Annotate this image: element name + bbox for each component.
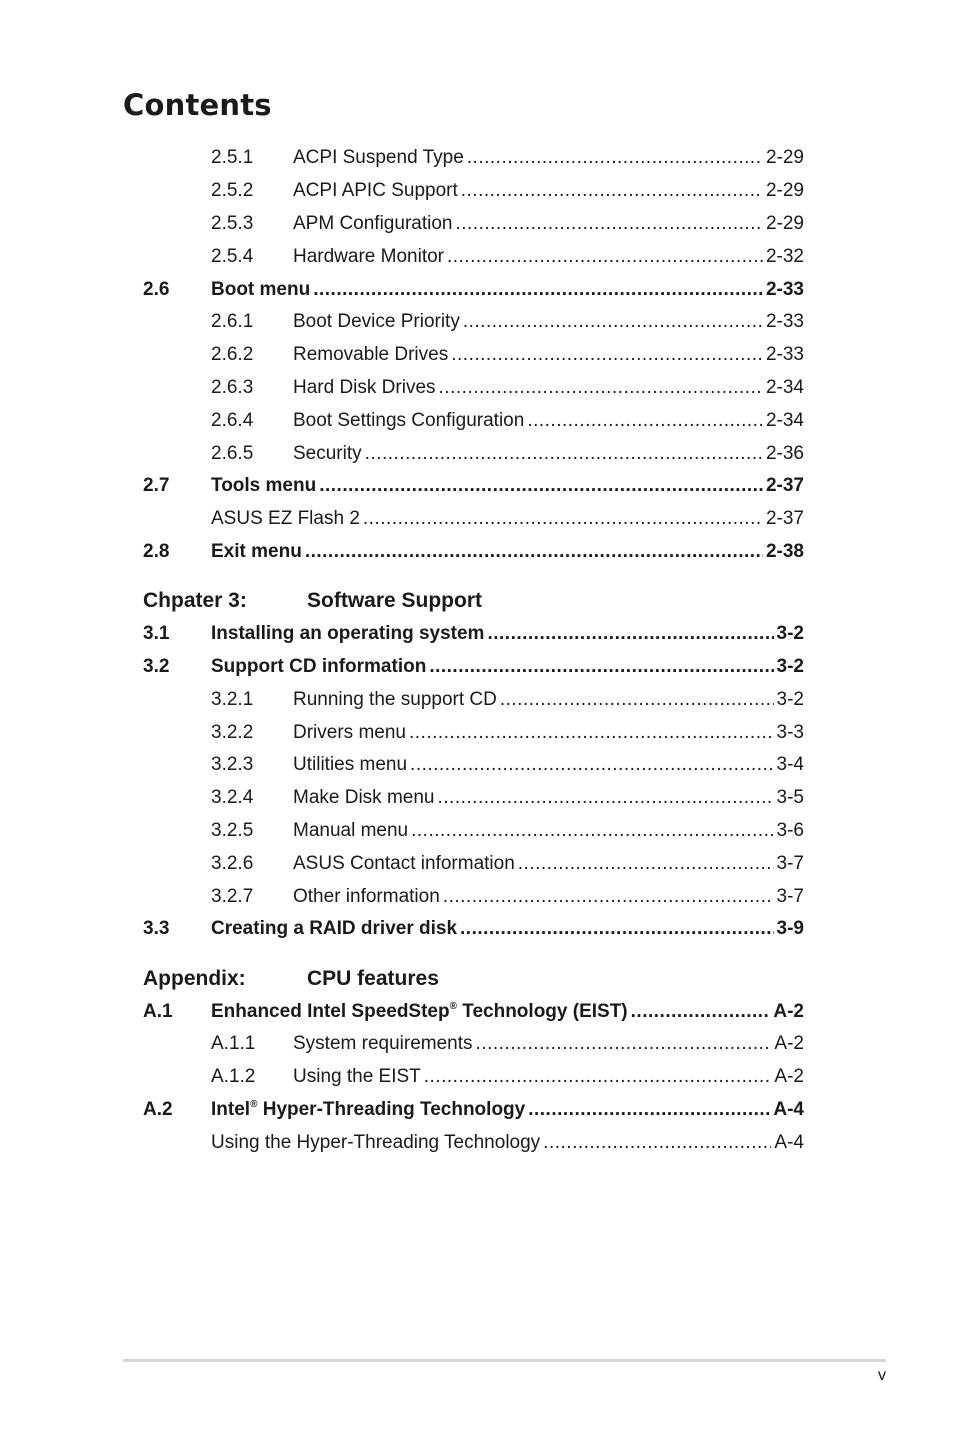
toc-entry-title: Using the Hyper-Threading Technology — [211, 1132, 541, 1153]
dot-leader — [429, 657, 773, 677]
toc-entry[interactable] — [0, 509, 954, 542]
toc-entry-number: 2.6.3 — [211, 377, 254, 398]
toc-entry-number: 2.8 — [143, 541, 170, 562]
toc-entry[interactable] — [0, 280, 954, 313]
toc-entry-page: 2-36 — [765, 443, 804, 464]
toc-entry[interactable] — [0, 1100, 954, 1133]
toc-entry-number: 2.6.4 — [211, 410, 254, 431]
toc-entry-number: 3.2.2 — [211, 722, 254, 743]
toc-entry-page: 3-3 — [776, 722, 804, 743]
toc-entry[interactable] — [0, 345, 954, 378]
toc-entry-number: 3.2.5 — [211, 820, 254, 841]
toc-entry-title: Boot Settings Configuration — [293, 410, 525, 431]
dot-leader — [305, 542, 763, 562]
toc-entry-page: 3-9 — [776, 918, 804, 939]
toc-entry-title: Utilities menu — [293, 754, 408, 775]
registered-mark: ® — [250, 1099, 258, 1110]
dot-leader — [455, 214, 763, 234]
toc-entry-title: Support CD information — [211, 656, 427, 677]
dot-leader — [443, 887, 774, 907]
dot-leader — [500, 690, 774, 710]
dot-leader — [461, 181, 763, 201]
toc-entry-number: 2.7 — [143, 475, 170, 496]
toc-entry-number: A.1.2 — [211, 1066, 256, 1087]
toc-entry[interactable] — [0, 247, 954, 280]
dot-leader — [411, 821, 773, 841]
toc-entry[interactable] — [0, 821, 954, 854]
toc-entry[interactable] — [0, 181, 954, 214]
toc-entry[interactable] — [0, 312, 954, 345]
toc-entry-title: ASUS EZ Flash 2 — [211, 508, 360, 529]
toc-entry-number: 3.2.1 — [211, 689, 254, 710]
toc-entry[interactable] — [0, 854, 954, 887]
toc-entry-title: Boot Device Priority — [293, 311, 460, 332]
toc-entry[interactable] — [0, 542, 954, 575]
dot-leader — [631, 1002, 771, 1022]
toc-entry-number: 3.2.4 — [211, 787, 254, 808]
toc-entry-title: ACPI Suspend Type — [293, 147, 464, 168]
toc-entry-page: 2-33 — [765, 344, 804, 365]
dot-leader — [365, 444, 763, 464]
dot-leader — [438, 788, 774, 808]
toc-entry-page: 2-29 — [765, 180, 804, 201]
registered-mark: ® — [449, 1001, 457, 1012]
toc-entry-number: 2.6 — [143, 279, 170, 300]
toc-entry-title: ACPI APIC Support — [293, 180, 458, 201]
toc-entry-page: 2-37 — [765, 475, 804, 496]
toc-entry-page: 3-6 — [776, 820, 804, 841]
dot-leader — [527, 411, 763, 431]
toc-entry-title: Other information — [293, 886, 440, 907]
toc-entry-page: 2-33 — [765, 279, 804, 300]
toc-entry-page: 2-29 — [765, 147, 804, 168]
toc-entry-title: Manual menu — [293, 820, 409, 841]
toc-entry-title: Enhanced Intel SpeedStep® Technology (EIST) — [211, 1001, 628, 1022]
toc-entry-title: Installing an operating system — [211, 623, 485, 644]
toc-entry[interactable] — [0, 755, 954, 788]
toc-entry[interactable] — [0, 148, 954, 181]
toc-entry-number: A.1.1 — [211, 1033, 256, 1054]
toc-entry-title: Hardware Monitor — [293, 246, 444, 267]
toc-entry-title: ASUS Contact information — [293, 853, 515, 874]
toc-entry-page: A-2 — [773, 1001, 804, 1022]
toc-entry[interactable] — [0, 1067, 954, 1100]
page-number: v — [878, 1367, 886, 1384]
toc-entry-page: A-2 — [774, 1033, 804, 1054]
dot-leader — [518, 854, 774, 874]
dot-leader — [424, 1067, 772, 1087]
dot-leader — [451, 345, 763, 365]
toc-entry-page: 3-2 — [776, 623, 804, 644]
dot-leader — [447, 247, 763, 267]
appendix-label: Appendix: — [143, 967, 246, 990]
toc-entry-number: A.2 — [143, 1099, 173, 1120]
toc-entry[interactable] — [0, 919, 954, 952]
toc-entry[interactable] — [0, 476, 954, 509]
toc-entry-number: 2.6.1 — [211, 311, 254, 332]
toc-entry[interactable] — [0, 1034, 954, 1067]
toc-entry-number: 3.2 — [143, 656, 170, 677]
dot-leader — [528, 1100, 770, 1120]
appendix-title: CPU features — [307, 967, 439, 990]
toc-entry-page: 2-37 — [765, 508, 804, 529]
toc-entry[interactable] — [0, 624, 954, 657]
toc-entry-title: Intel® Hyper-Threading Technology — [211, 1099, 526, 1120]
toc-entry-title: System requirements — [293, 1033, 473, 1054]
toc-entry-page: 2-32 — [765, 246, 804, 267]
toc-entry-number: A.1 — [143, 1001, 173, 1022]
toc-entry-page: 3-2 — [776, 656, 804, 677]
dot-leader — [409, 723, 774, 743]
toc-entry[interactable] — [0, 378, 954, 411]
toc-entry-page: 3-4 — [776, 754, 804, 775]
toc-entry-page: 3-5 — [776, 787, 804, 808]
toc-entry-title: Removable Drives — [293, 344, 449, 365]
dot-leader — [410, 755, 773, 775]
toc-entry-title: Running the support CD — [293, 689, 497, 710]
dot-leader — [476, 1034, 772, 1054]
dot-leader — [463, 312, 763, 332]
dot-leader — [319, 476, 763, 496]
toc-entry[interactable] — [0, 690, 954, 723]
dot-leader — [313, 280, 763, 300]
toc-entry-title: Drivers menu — [293, 722, 406, 743]
toc-entry-title: Using the EIST — [293, 1066, 421, 1087]
dot-leader — [467, 148, 763, 168]
page-title: Contents — [123, 88, 272, 122]
dot-leader — [487, 624, 773, 644]
toc-entry[interactable] — [0, 1002, 954, 1035]
toc-entry[interactable] — [0, 1133, 954, 1166]
dot-leader — [363, 509, 763, 529]
toc-entry-page: 3-2 — [776, 689, 804, 710]
toc-entry-title: APM Configuration — [293, 213, 453, 234]
chapter-title: Software Support — [307, 589, 483, 612]
toc-entry[interactable] — [0, 444, 954, 477]
toc-entry-number: 2.5.1 — [211, 147, 254, 168]
toc-entry-title: Boot menu — [211, 279, 311, 300]
toc-entry-page: 2-34 — [765, 377, 804, 398]
toc-entry-number: 3.2.7 — [211, 886, 254, 907]
toc-entry-title: Creating a RAID driver disk — [211, 918, 458, 939]
toc-entry-page: 2-33 — [765, 311, 804, 332]
toc-entry-number: 2.5.4 — [211, 246, 254, 267]
toc-entry-number: 3.3 — [143, 918, 170, 939]
toc-entry-title: Security — [293, 443, 362, 464]
toc-entry-page: 3-7 — [776, 886, 804, 907]
toc-entry-title: Hard Disk Drives — [293, 377, 436, 398]
toc-entry-page: A-4 — [774, 1132, 804, 1153]
toc-entry[interactable] — [0, 214, 954, 247]
toc-entry-number: 3.1 — [143, 623, 170, 644]
toc-entry-number: 3.2.6 — [211, 853, 254, 874]
toc-entry-page: A-4 — [773, 1099, 804, 1120]
toc-entry-number: 2.6.5 — [211, 443, 254, 464]
toc-entry-title: Tools menu — [211, 475, 317, 496]
toc-entry-number: 3.2.3 — [211, 754, 254, 775]
toc-entry-number: 2.6.2 — [211, 344, 254, 365]
toc-entry-title: Make Disk menu — [293, 787, 435, 808]
footer-divider — [123, 1359, 886, 1362]
toc-entry-number: 2.5.3 — [211, 213, 254, 234]
dot-leader — [439, 378, 763, 398]
dot-leader — [460, 919, 774, 939]
toc-entry[interactable] — [0, 723, 954, 756]
toc-entry[interactable] — [0, 411, 954, 444]
toc-entry[interactable] — [0, 887, 954, 920]
toc-entry-number: 2.5.2 — [211, 180, 254, 201]
toc-entry-page: 2-38 — [765, 541, 804, 562]
dot-leader — [543, 1133, 771, 1153]
toc-entry[interactable] — [0, 657, 954, 690]
chapter-label: Chpater 3: — [143, 589, 247, 612]
toc-entry-page: 2-34 — [765, 410, 804, 431]
toc-entry-title: Exit menu — [211, 541, 302, 562]
toc-entry-page: 3-7 — [776, 853, 804, 874]
toc-entry-page: A-2 — [774, 1066, 804, 1087]
toc-entry-page: 2-29 — [765, 213, 804, 234]
toc-entry[interactable] — [0, 788, 954, 821]
